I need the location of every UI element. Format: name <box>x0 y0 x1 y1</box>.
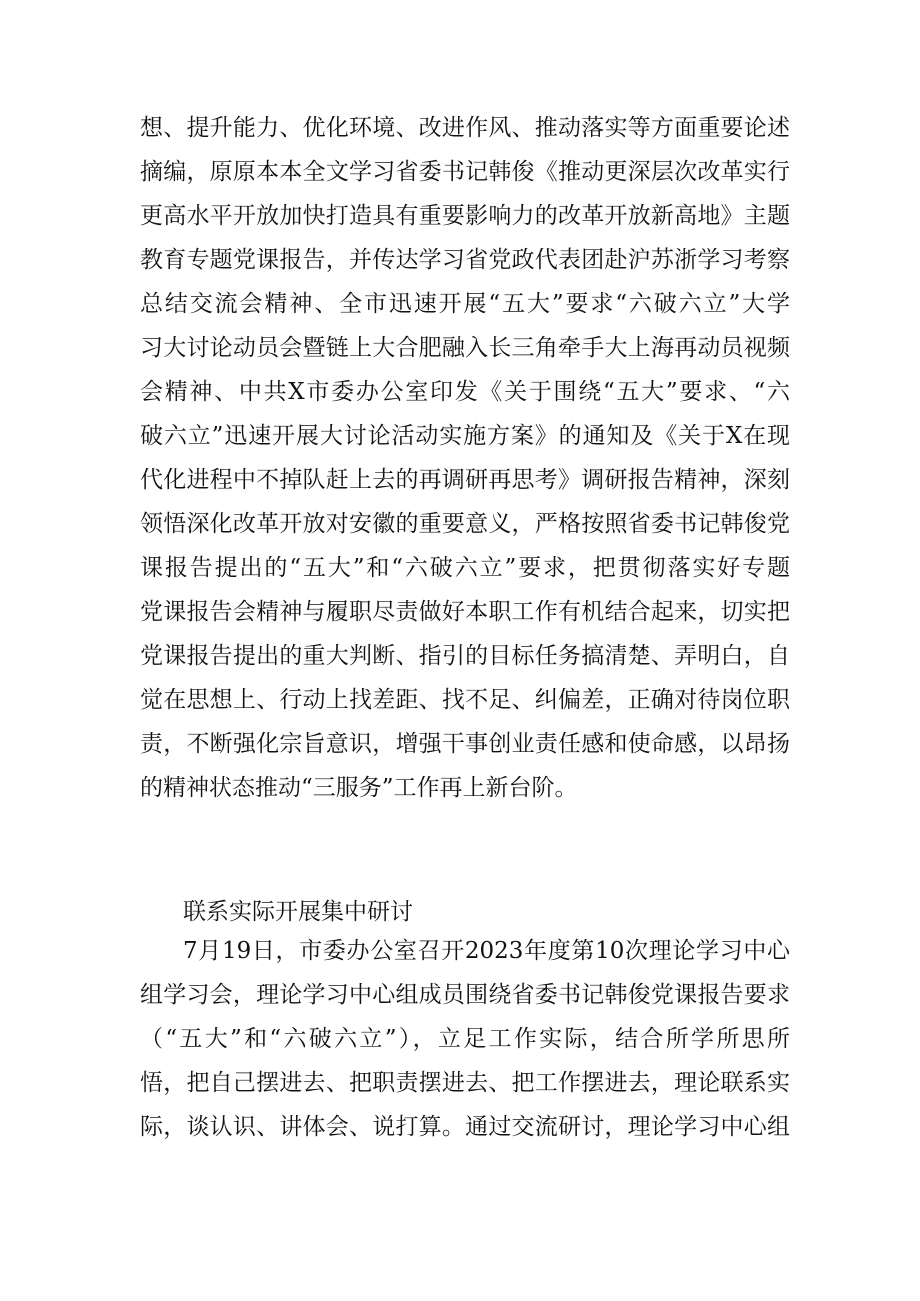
paragraph-line: 的精神状态推动“三服务”工作再上新台阶。 <box>140 775 578 801</box>
paragraph-line: 更高水平开放加快打造具有重要影响力的改革开放新高地》主题 <box>140 203 790 229</box>
paragraph-line: 课报告提出的“五大”和“六破六立”要求，把贯彻落实好专题 <box>140 555 790 581</box>
paragraph-line: 际，谈认识、讲体会、说打算。通过交流研讨，理论学习中心组 <box>140 1114 790 1140</box>
paragraph-line: 代化进程中不掉队赶上去的再调研再思考》调研报告精神，深刻 <box>140 467 790 493</box>
paragraph-line: 想、提升能力、优化环境、改进作风、推动落实等方面重要论述 <box>140 115 790 141</box>
paragraph-line: 党课报告提出的重大判断、指引的目标任务搞清楚、弄明白，自 <box>140 643 790 669</box>
paragraph-line: （“五大”和“六破六立”），立足工作实际，结合所学所思所 <box>140 1026 790 1052</box>
paragraph-line: 责，不断强化宗旨意识，增强干事创业责任感和使命感，以昂扬 <box>140 731 790 757</box>
paragraph-line: 领悟深化改革开放对安徽的重要意义，严格按照省委书记韩俊党 <box>140 511 790 537</box>
paragraph-line: 摘编，原原本本全文学习省委书记韩俊《推动更深层次改革实行 <box>140 159 790 185</box>
paragraph-line: 组学习会，理论学习中心组成员围绕省委书记韩俊党课报告要求 <box>140 982 790 1008</box>
paragraph-line: 会精神、中共X市委办公室印发《关于围绕“五大”要求、“六 <box>140 379 790 405</box>
paragraph-line: 习大讨论动员会暨链上大合肥融入长三角牵手大上海再动员视频 <box>140 335 790 361</box>
paragraph-line: 教育专题党课报告，并传达学习省党政代表团赴沪苏浙学习考察 <box>140 247 790 273</box>
paragraph-line: 觉在思想上、行动上找差距、找不足、纠偏差，正确对待岗位职 <box>140 687 790 713</box>
paragraph-line: 7月19日，市委办公室召开2023年度第10次理论学习中心 <box>183 938 790 964</box>
paragraph-line: 破六立”迅速开展大讨论活动实施方案》的通知及《关于X在现 <box>140 423 790 449</box>
paragraph-seminar <box>140 929 790 1149</box>
paragraph-line: 总结交流会精神、全市迅速开展“五大”要求“六破六立”大学 <box>140 291 790 317</box>
paragraph-line: 党课报告会精神与履职尽责做好本职工作有机结合起来，切实把 <box>140 599 790 625</box>
section-heading: 联系实际开展集中研讨 <box>183 899 413 925</box>
paragraph-study-content <box>140 106 790 810</box>
paragraph-line: 悟，把自己摆进去、把职责摆进去、把工作摆进去，理论联系实 <box>140 1070 790 1096</box>
